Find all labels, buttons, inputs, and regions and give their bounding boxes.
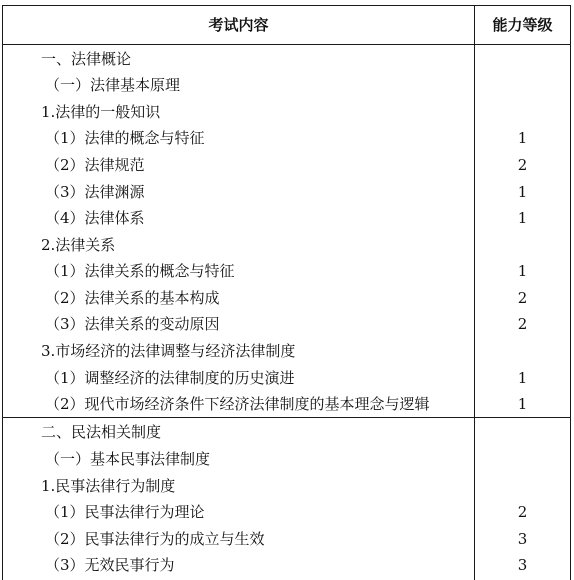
table-row: [3, 152, 570, 178]
row-content: （4）法律体系: [45, 209, 145, 227]
row-level: 1: [517, 183, 528, 201]
table-row: [3, 179, 570, 205]
row-content: 1.民事法律行为制度: [41, 477, 176, 495]
row-level: 1: [517, 395, 528, 413]
syllabus-table: [2, 5, 571, 580]
row-content: （2）现代市场经济条件下经济法律制度的基本理念与逻辑: [45, 395, 430, 413]
table-row: [3, 338, 570, 364]
row-level: 1: [517, 262, 528, 280]
row-content: （2）法律规范: [45, 156, 145, 174]
table-row: [3, 285, 570, 311]
row-level: 3: [517, 556, 528, 574]
table-row: [3, 311, 570, 337]
row-content: （3）法律关系的变动原因: [45, 315, 220, 333]
section-divider: [3, 417, 570, 418]
table-row: [3, 125, 570, 151]
table-row: [3, 499, 570, 525]
row-level: 1: [517, 129, 528, 147]
row-content: 二、民法相关制度: [41, 423, 162, 441]
table-row: [3, 365, 570, 391]
row-content: （一）基本民事法律制度: [45, 450, 211, 468]
row-content: （3）法律渊源: [45, 183, 145, 201]
row-level: 2: [517, 503, 528, 521]
row-content: 3.市场经济的法律调整与经济法律制度: [41, 342, 296, 360]
row-content: （3）无效民事行为: [45, 556, 175, 574]
row-content: （1）调整经济的法律制度的历史演进: [45, 369, 295, 387]
row-content: 2.法律关系: [41, 236, 116, 254]
table-row: [3, 72, 570, 98]
table-row: [3, 99, 570, 125]
table-row: [3, 46, 570, 72]
table-row: [3, 258, 570, 284]
row-content: （1）民事法律行为理论: [45, 503, 205, 521]
row-content: （1）法律的概念与特征: [45, 129, 205, 147]
table-row: [3, 232, 570, 258]
row-level: 1: [517, 369, 528, 387]
table-row: [3, 391, 570, 417]
row-content: （一）法律基本原理: [45, 76, 181, 94]
row-content: （2）法律关系的基本构成: [45, 289, 220, 307]
table-header: [3, 6, 570, 45]
row-level: 3: [517, 530, 528, 548]
header-content-label: 考试内容: [208, 16, 269, 34]
header-level-label: 能力等级: [492, 16, 553, 34]
table-row: [3, 526, 570, 552]
table-row: [3, 419, 570, 445]
row-level: 2: [517, 156, 528, 174]
row-level: 1: [517, 209, 528, 227]
table-row: [3, 473, 570, 499]
row-content: 一、法律概论: [41, 50, 132, 68]
row-level: 2: [517, 315, 528, 333]
row-content: 1.法律的一般知识: [41, 103, 161, 121]
table-row: [3, 205, 570, 231]
row-level: 2: [517, 289, 528, 307]
table-row: [3, 552, 570, 578]
table-row: [3, 446, 570, 472]
row-content: （1）法律关系的概念与特征: [45, 262, 235, 280]
row-content: （2）民事法律行为的成立与生效: [45, 530, 265, 548]
